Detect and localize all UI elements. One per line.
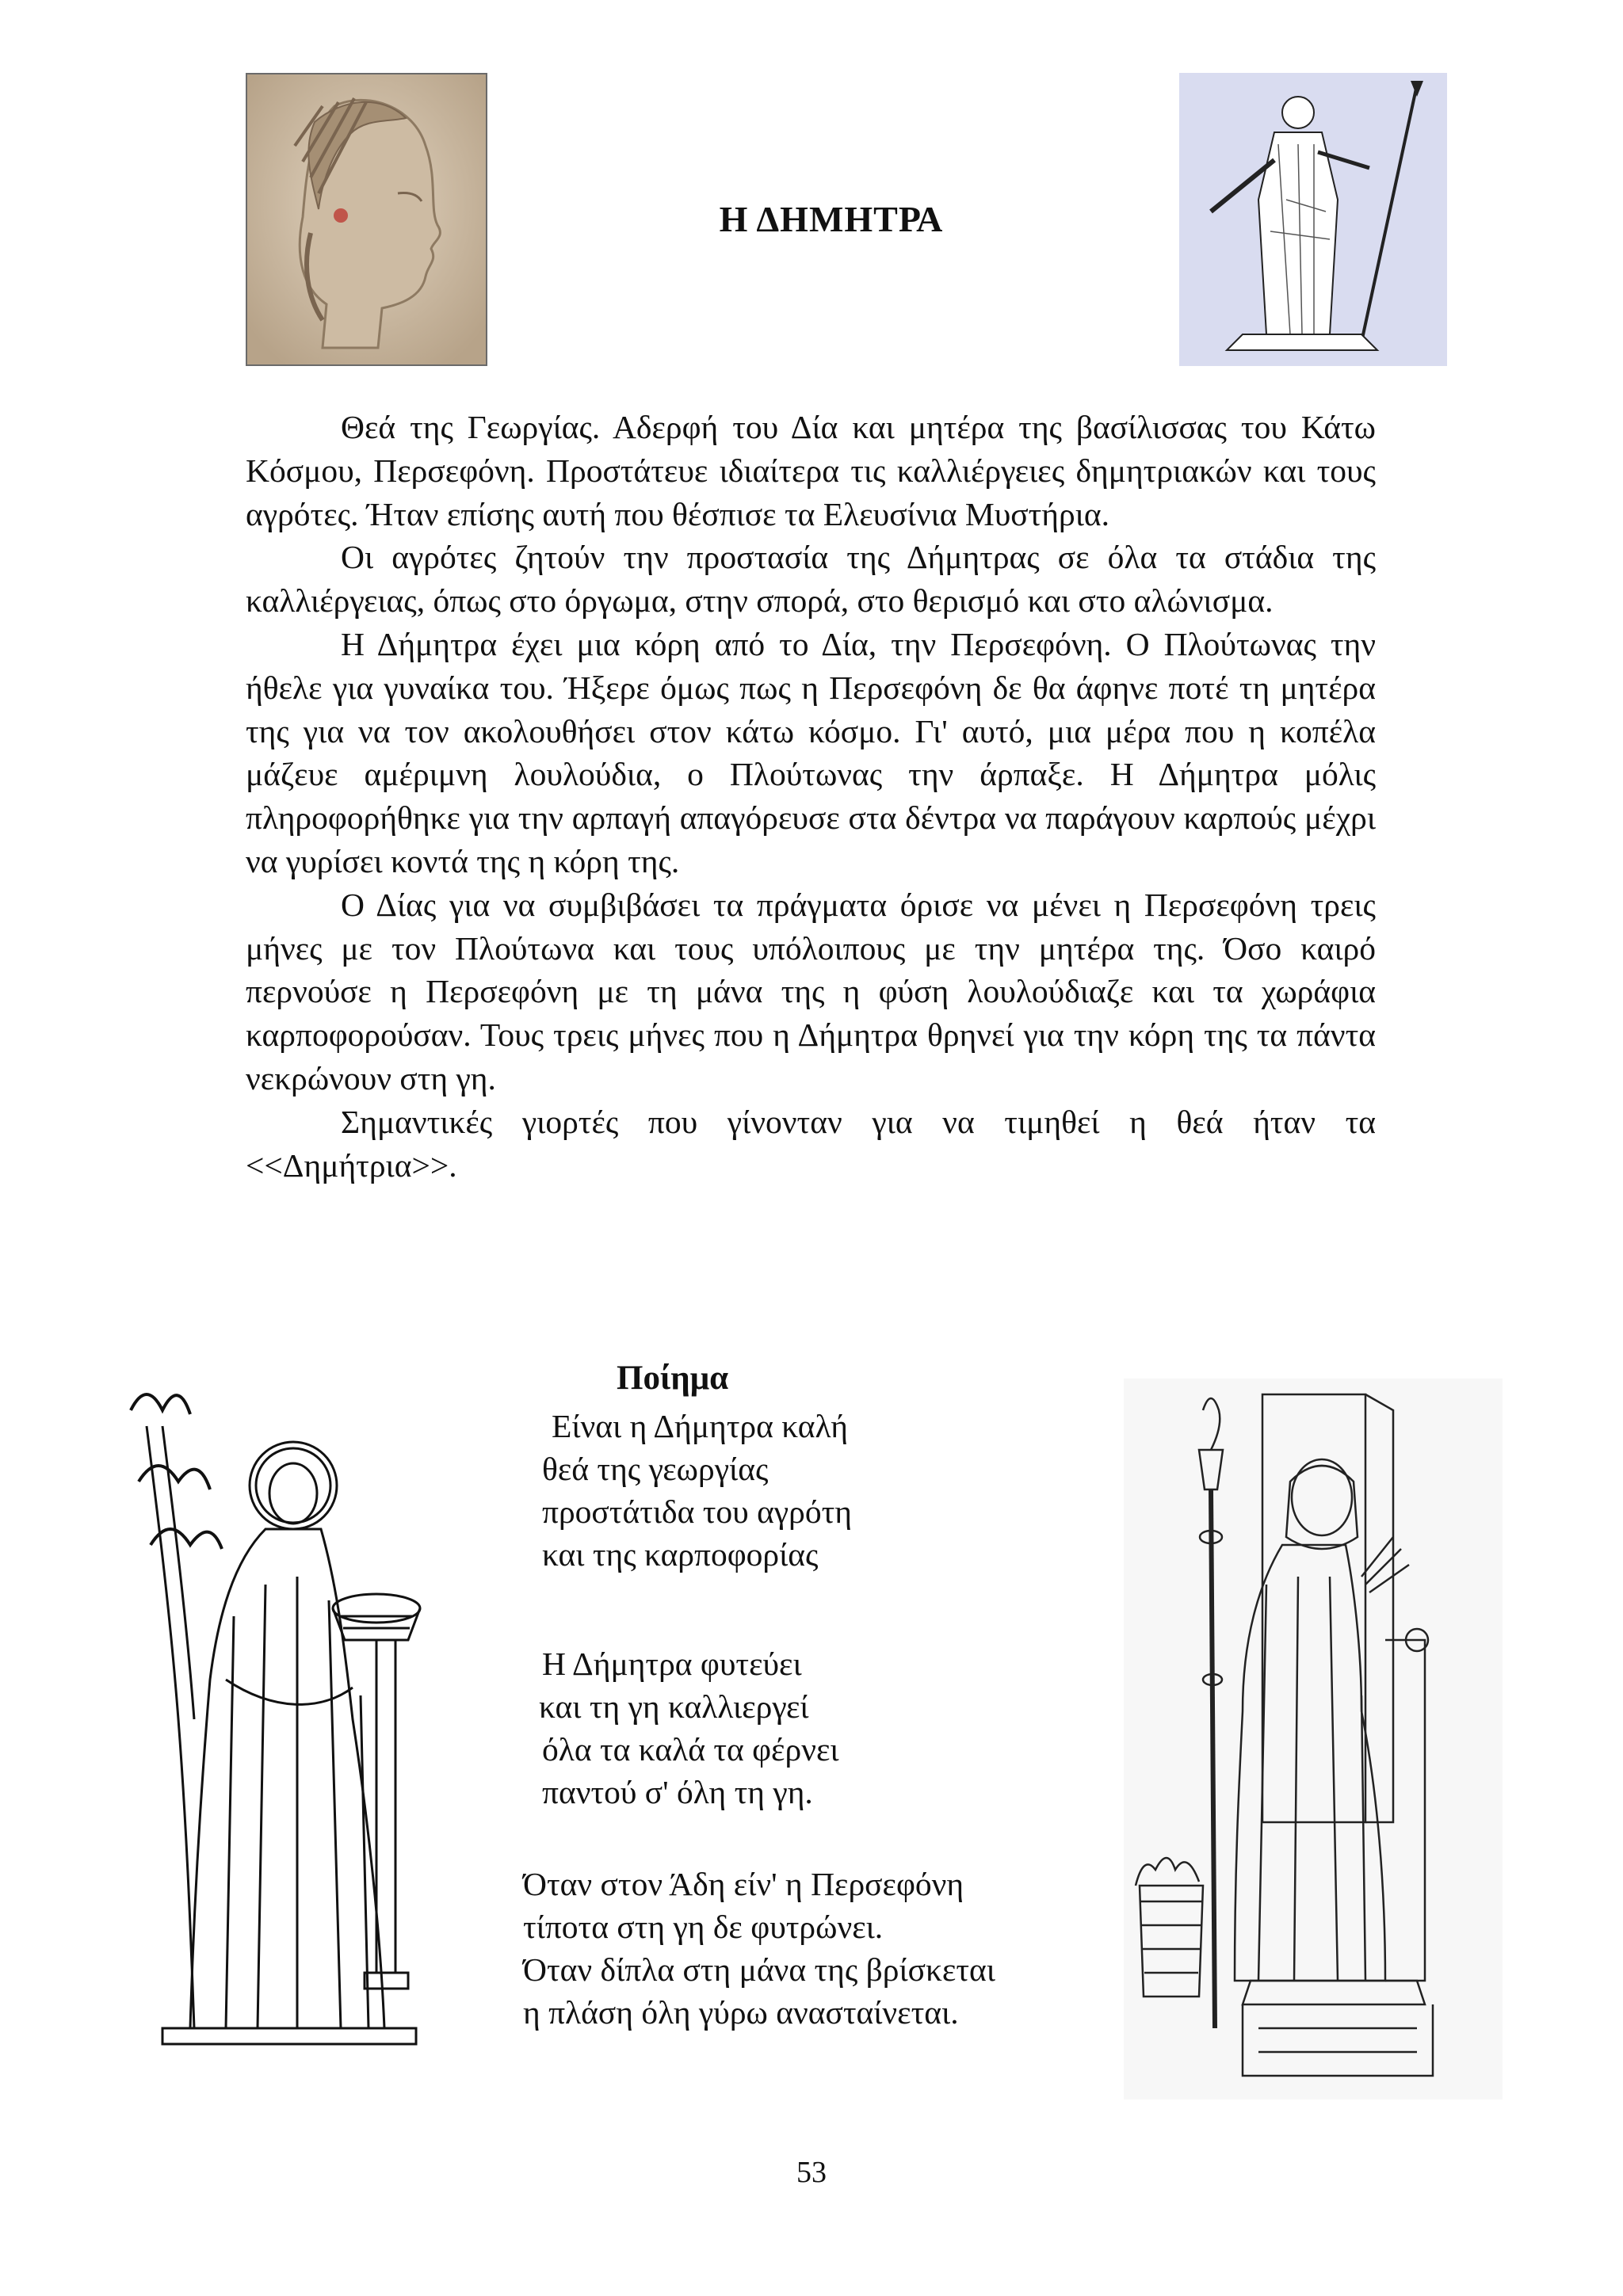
demeter-seated-drawing <box>1124 1379 1503 2100</box>
paragraph: Σημαντικές γιορτές που γίνονταν για να τιμηθεί η θεά ήταν τα <<Δημήτρια>>. <box>246 1103 1376 1184</box>
poem-line: Όταν δίπλα στη μάνα της βρίσκεται <box>523 1951 995 1988</box>
poem-line: προστάτιδα του αγρότη <box>542 1493 852 1530</box>
poem-line: τίποτα στη γη δε φυτρώνει. <box>523 1909 884 1945</box>
poem-line: και της καρποφορίας <box>542 1536 819 1573</box>
poem-line: Η Δήμητρα φυτεύει <box>542 1646 802 1682</box>
poem-line: και τη γη καλλιεργεί <box>539 1688 809 1725</box>
paragraph: Ο Δίας για να συμβιβάσει τα πράγματα όρισε να μένει η Περσεφόνη τρεις μήνες με τον Πλούτωνα και τους υπόλοιπους με την μητέρα της. Όσο καιρό περνούσε η Περσεφόνη με τη μάνα της η φύση λουλούδιαζε και τα χωράφια καρποφορούσαν. Τους τρεις μήνες που η Δήμητρα θρηνεί για την κόρη της τα πάντα νεκρώνουν στη γη. <box>246 886 1376 1097</box>
page-title: Η ΔΗΜΗΤΡΑ <box>719 199 944 239</box>
poem-line: Όταν στον Άδη είν' η Περσεφόνη <box>523 1866 964 1902</box>
poem-line: παντού σ' όλη τη γη. <box>542 1774 813 1810</box>
poem-line: η πλάση όλη γύρω ανασταίνεται. <box>523 1994 959 2031</box>
paragraph: Οι αγρότες ζητούν την προστασία της Δήμητρας σε όλα τα στάδια της καλλιέργειας, όπως στο όργωμα, στην σπορά, στο θερισμό και στο αλώνισμα. <box>246 539 1376 620</box>
paragraph: Θεά της Γεωργίας. Αδερφή του Δία και μητέρα της βασίλισσας του Κάτω Κόσμου, Περσεφόνη. Προστάτευε ιδιαίτερα τις καλλιέργειες δημητριακών και τους αγρότες. Ήταν επίσης αυτή που θέσπισε τα Ελευσίνια Μυστήρια. <box>246 409 1376 532</box>
poem-line: όλα τα καλά τα φέρνει <box>542 1731 839 1768</box>
poem-line: θεά της γεωργίας <box>542 1451 769 1487</box>
poem-line: Είναι η Δήμητρα καλή <box>552 1408 848 1444</box>
body-text <box>246 406 1376 1187</box>
demeter-standing-drawing <box>115 1379 440 2052</box>
page-number: 53 <box>796 2156 827 2189</box>
poem-title: Ποίημα <box>617 1360 729 1397</box>
paragraph: Η Δήμητρα έχει μια κόρη από το Δία, την Περσεφόνη. Ο Πλούτωνας την ήθελε για γυναίκα του. Ήξερε όμως πως η Περσεφόνη δε θα άφηνε ποτέ τη μητέρα της για να τον ακολουθήσει στον κάτω κόσμο. Γι' αυτό, μια μέρα που η κοπέλα μάζευε αμέριμνη λουλούδια, ο Πλούτωνας την άρπαξε. Η Δήμητρα μόλις πληροφορήθηκε για την αρπαγή απαγόρευσε στα δέντρα να παράγουν καρπούς μέχρι να γυρίσει κοντά της η κόρη της. <box>246 625 1376 879</box>
